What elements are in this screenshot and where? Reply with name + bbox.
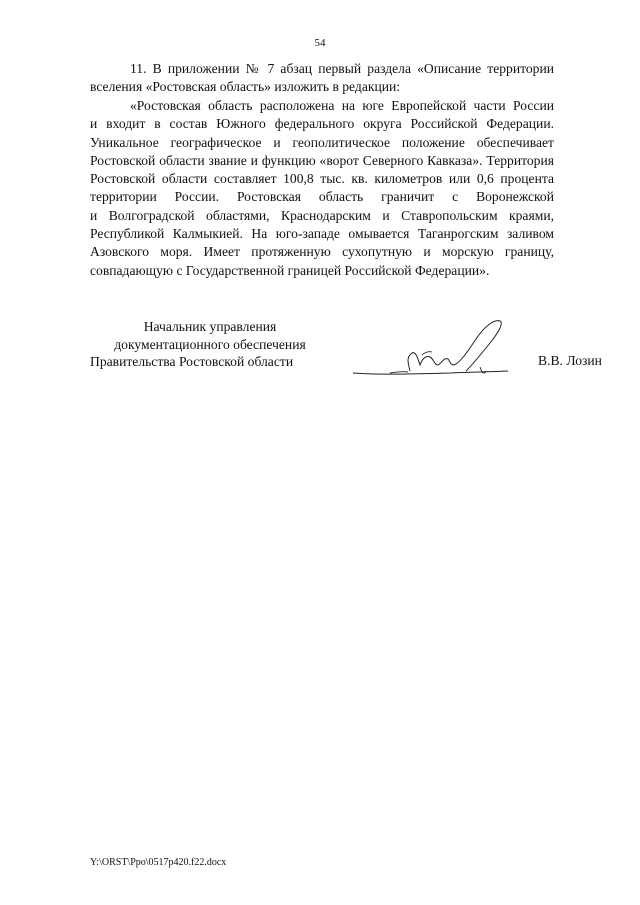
- paragraph-line: Республикой Калмыкией. На юго-западе омывается Таганрогским заливом: [90, 226, 554, 242]
- paragraph-line: Азовского моря. Имеет протяженную сухопутную и морскую границу,: [90, 244, 554, 260]
- signatory-title-line: Начальник управления: [143, 319, 277, 334]
- paragraph-line: и входит в состав Южного федерального округа Российской Федерации.: [90, 116, 554, 132]
- paragraph-line: «Ростовская область расположена на юге Европейской части России: [130, 98, 554, 113]
- file-path: Y:\ORST\Ppo\0517p420.f22.docx: [90, 857, 227, 868]
- paragraph-line: территории России. Ростовская область граничит с Воронежской: [90, 189, 554, 205]
- paragraph-line: вселения «Ростовская область» изложить в редакции:: [90, 79, 401, 95]
- paragraph-line: 11. В приложении № 7 абзац первый раздела «Описание территории: [130, 61, 554, 76]
- paragraph-territory-description: [90, 97, 554, 280]
- handwritten-signature: [350, 315, 510, 385]
- paragraph-line: Уникальное географическое и геополитическое положение обеспечивает: [90, 134, 554, 150]
- page-number: 54: [314, 37, 326, 49]
- paragraph-line: совпадающую с Государственной границей Российской Федерации».: [90, 262, 490, 278]
- signer-name: В.В. Лозин: [538, 353, 602, 368]
- paragraph-line: Ростовской области звание и функцию «ворот Северного Кавказа». Территория: [90, 152, 554, 168]
- paragraph-line: и Волгоградской областями, Краснодарским и Ставропольским краями,: [90, 207, 554, 223]
- paragraph-amendment-intro: [90, 60, 554, 97]
- signatory-title-line: документационного обеспечения: [114, 336, 306, 352]
- signatory-title-line: Правительства Ростовской области: [90, 354, 294, 369]
- paragraph-line: Ростовской области составляет 100,8 тыс. кв. километров или 0,6 процента: [90, 171, 554, 187]
- signatory-title-block: [90, 318, 330, 371]
